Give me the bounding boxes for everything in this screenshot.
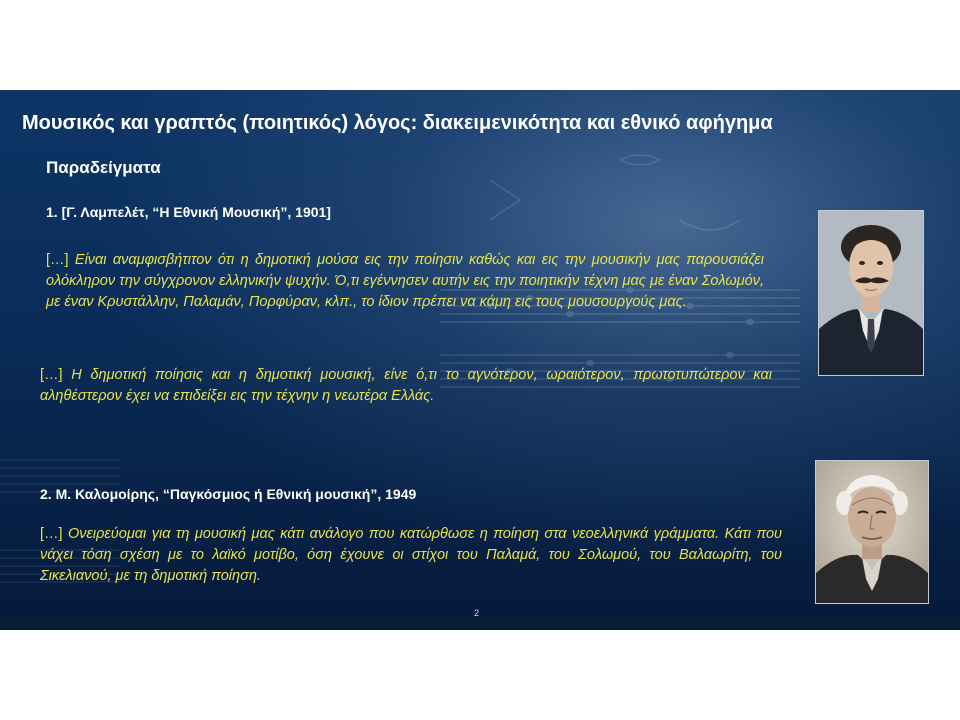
portrait-lambelet: [818, 210, 924, 376]
page-number: 2: [474, 608, 480, 618]
section1-quote2: [40, 365, 772, 407]
quote-ellipsis: […]: [46, 252, 69, 268]
section2-heading: 2. Μ. Καλομοίρης, “Παγκόσμιος ή Εθνική μουσική”, 1949: [40, 486, 417, 502]
background-score-decoration-left: [0, 420, 120, 620]
section1-heading: 1. [Γ. Λαμπελέτ, “Η Εθνική Μουσική”, 1901]: [46, 204, 331, 220]
portrait-kalomiris-image: [816, 461, 928, 603]
quote-text: Ονειρεύομαι για τη μουσική μας κάτι ανάλογο που κατώρθωσε η ποίηση στα νεοελληνικά γράμματα. Κάτι που νάχει τόση σχέση με το λαϊκό μοτίβο, όση έχουνε οι στίχοι του Παλαμά, του Σολωμού, του Βαλαωρίτη, του Σικελιανού, με τη δημοτική ποίηση.: [40, 526, 782, 584]
slide-bottom-band: [0, 618, 960, 630]
section2-quote: [40, 524, 782, 587]
quote-text: Η δημοτική ποίησις και η δημοτική μουσική, είνε ό,τι το αγνότερον, ωραιότερον, πρωτοτυπώτερον και αληθέστερον έχει να επιδείξει εις την τέχνην η νεωτέρα Ελλάς.: [40, 367, 772, 404]
slide-title: Μουσικός και γραπτός (ποιητικός) λόγος: διακειμενικότητα και εθνικό αφήγημα: [22, 112, 773, 134]
slide: [0, 90, 960, 630]
portrait-kalomiris: [815, 460, 929, 604]
quote-text: Είναι αναμφισβήτιτον ότι η δημοτική μούσα εις την ποίησιν καθώς και εις την μουσικήν μας παρουσιάζει ολόκληρον την σύγχρονον ελληνικήν ψυχήν. Ό,τι εγέννησεν αυτήν εις την ποιητικήν τέχνη μας με έναν Σολωμόν, με έναν Κρυστάλλην, Παλαμάν, Πορφύραν, κλπ., το ίδιον πρέπει να κάμη εις τους μουσουργούς μας.: [46, 252, 764, 310]
section1-quote1: [46, 250, 764, 313]
portrait-lambelet-image: [819, 211, 923, 375]
quote-ellipsis: […]: [40, 526, 63, 542]
quote-ellipsis: […]: [40, 367, 63, 383]
slide-subtitle: Παραδείγματα: [46, 158, 161, 177]
